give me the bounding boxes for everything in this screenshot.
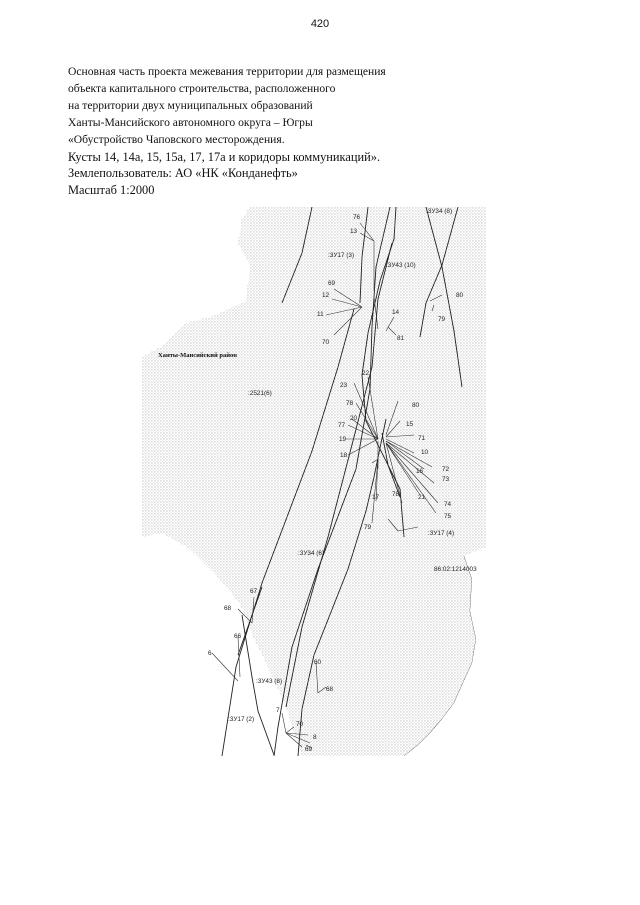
point-label: 75 (444, 513, 452, 520)
parcel-label-3y34-mid: :3У34 (6) (298, 550, 325, 557)
point-label: 66 (234, 633, 242, 640)
parcel-label-3y17-bot: :3У17 (2) (228, 716, 255, 723)
point-label: 14 (392, 309, 400, 316)
point-label: 21 (418, 494, 426, 501)
parcel-label-3y17-mid: :3У17 (4) (428, 530, 455, 537)
parcel-label-3y43-bot: :3У43 (8) (256, 678, 283, 685)
point-label: 19 (339, 436, 347, 443)
map-svg (142, 207, 486, 756)
point-label: 74 (444, 501, 452, 508)
point-label: 72 (442, 466, 450, 473)
header-line-4: Ханты-Мансийского автономного округа – Югры (68, 115, 313, 129)
point-label: 80 (412, 402, 420, 409)
point-label: 78 (392, 491, 400, 498)
point-label: 69 (305, 746, 313, 753)
point-label: 12 (322, 292, 330, 299)
header-line-6: Кусты 14, 14а, 15, 15а, 17, 17а и коридоры коммуникаций». (68, 149, 381, 164)
point-label: 20 (350, 415, 358, 422)
point-label: 6 (208, 650, 212, 657)
point-label: 70 (322, 339, 330, 346)
parcel-label-3y34-top: :3У34 (8) (426, 208, 453, 215)
point-label: 16 (416, 468, 424, 475)
point-label: 78 (346, 400, 354, 407)
header-line-3: на территории двух муниципальных образований (68, 98, 313, 112)
point-label: 69 (328, 280, 336, 287)
point-label: 60 (314, 659, 322, 666)
point-label: 79 (364, 524, 372, 531)
point-label: 77 (338, 422, 346, 429)
point-label: 80 (456, 292, 464, 299)
header-line-7: Землепользователь: АО «НК «Конданефть» (68, 166, 298, 181)
point-label: 10 (421, 449, 429, 456)
point-label: 81 (397, 335, 405, 342)
point-label: 76 (353, 214, 361, 221)
header-line-5: «Обустройство Чаповского месторождения. (68, 132, 285, 146)
document-header (68, 64, 588, 199)
point-label: 15 (406, 421, 414, 428)
page-number: 420 (310, 18, 330, 30)
point-label: 11 (317, 311, 324, 318)
point-label: 23 (340, 382, 348, 389)
point-label: 22 (362, 370, 370, 377)
header-line-2: объекта капитального строительства, расположенного (68, 81, 336, 95)
header-line-8: Масштаб 1:2000 (68, 183, 155, 198)
point-label: 73 (442, 476, 450, 483)
region-label: Ханты-Мансийский район (158, 352, 237, 359)
parcel-label-3y43-top: :3У43 (10) (386, 262, 416, 269)
point-label: 7 (276, 707, 280, 714)
point-label: 13 (350, 228, 358, 235)
parcel-label-2521: :2521(6) (248, 390, 272, 397)
parcel-label-3y17-top: :3У17 (3) (328, 252, 355, 259)
cadastral-label: 86:02:1214003 (434, 566, 477, 573)
point-label: 18 (340, 452, 348, 459)
survey-map (142, 207, 486, 756)
point-label: 68 (224, 605, 232, 612)
point-label: 70 (296, 721, 304, 728)
point-label: 17 (372, 494, 380, 501)
header-line-1: Основная часть проекта межевания территории для размещения (68, 65, 386, 78)
point-label: 68 (326, 686, 334, 693)
point-label: 71 (418, 435, 426, 442)
point-label: 8 (313, 734, 317, 741)
point-label: 79 (438, 316, 446, 323)
point-label: 67 (250, 588, 258, 595)
